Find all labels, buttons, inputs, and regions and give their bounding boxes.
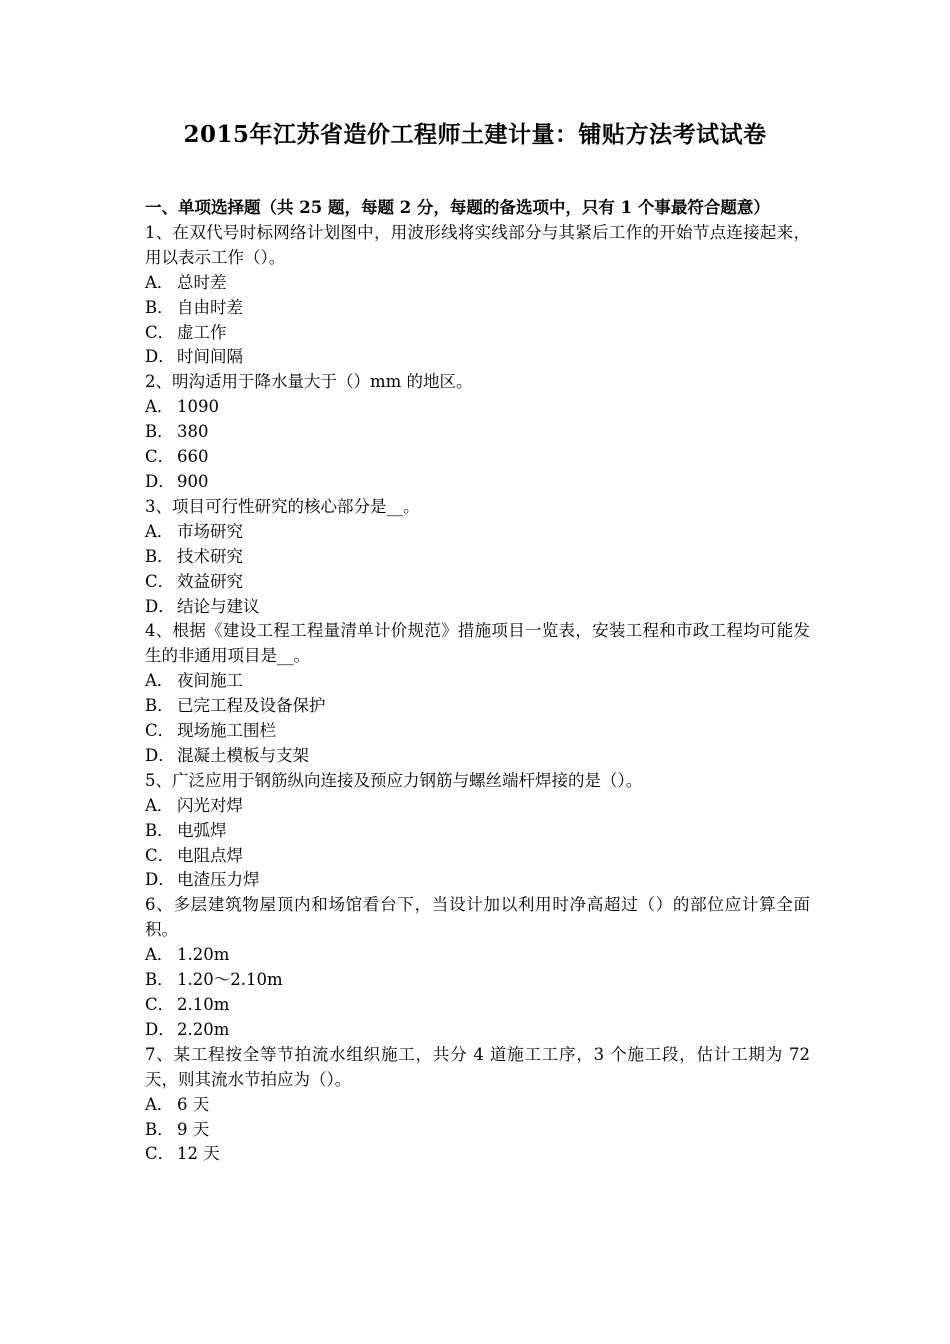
option-letter: D．: [145, 596, 175, 616]
option-text: 闪光对焊: [177, 795, 243, 815]
question-text: 3、项目可行性研究的核心部分是__。: [145, 496, 420, 516]
option-text: 380: [177, 422, 209, 442]
option-letter: A．: [145, 1094, 174, 1114]
answer-option: [145, 694, 810, 719]
option-letter: C．: [145, 995, 175, 1014]
option-letter: C．: [145, 322, 175, 342]
option-text: 1.20m: [177, 945, 230, 965]
option-letter: C．: [145, 721, 175, 741]
option-text: 电渣压力焊: [177, 870, 260, 890]
question-text: 7、某工程按全等节拍流水组织施工，共分 4 道施工工序，3 个施工段，估计工期为 72 天，则其流水节拍应为（）。: [145, 1044, 810, 1089]
question-text: 6、多层建筑物屋顶内和场馆看台下，当设计加以利用时净高超过（）的部位应计算全面积。: [145, 895, 810, 940]
option-letter: D．: [145, 870, 175, 890]
answer-option: [145, 819, 810, 844]
answer-option: [145, 1093, 810, 1118]
option-letter: B．: [145, 696, 174, 716]
answer-option: [145, 993, 810, 1018]
question-text: 1、在双代号时标网络计划图中，用波形线将实线部分与其紧后工作的开始节点连接起来，用以表示工作（）。: [145, 222, 810, 267]
option-text: 6 天: [177, 1094, 210, 1114]
option-letter: A．: [145, 671, 174, 691]
option-letter: C．: [145, 571, 175, 591]
option-letter: D．: [145, 745, 175, 765]
answer-option: [145, 844, 810, 869]
option-text: 9 天: [177, 1119, 210, 1139]
option-text: 660: [177, 447, 209, 467]
option-letter: B．: [145, 970, 174, 990]
option-text: 1.20～2.10m: [177, 970, 283, 990]
option-letter: A．: [145, 521, 174, 541]
question-list: [145, 221, 810, 1167]
option-text: 时间间隔: [177, 347, 243, 367]
question-text: 2、明沟适用于降水量大于（）mm 的地区。: [145, 372, 473, 392]
question-text: 5、广泛应用于钢筋纵向连接及预应力钢筋与螺丝端杆焊接的是（）。: [145, 770, 643, 790]
option-text: 总时差: [177, 272, 227, 292]
answer-option: [145, 744, 810, 769]
option-text: 电阻点焊: [177, 845, 243, 865]
option-text: 效益研究: [177, 571, 243, 591]
answer-option: [145, 345, 810, 370]
question-text: 4、根据《建设工程工程量清单计价规范》措施项目一览表，安装工程和市政工程均可能发生的非通用项目是__。: [145, 621, 810, 666]
answer-option: [145, 669, 810, 694]
document-body: [145, 196, 810, 1167]
answer-option: [145, 321, 810, 346]
option-letter: A．: [145, 272, 174, 292]
document-title: 2015年江苏省造价工程师土建计量：铺贴方法考试试卷: [183, 121, 767, 148]
answer-option: [145, 868, 810, 893]
section-heading: 一、单项选择题（共 25 题，每题 2 分，每题的备选项中，只有 1 个事最符合题意）: [145, 198, 770, 217]
option-letter: B．: [145, 422, 174, 442]
answer-option: [145, 445, 810, 470]
option-letter: A．: [145, 945, 174, 965]
answer-option: [145, 1142, 810, 1167]
option-text: 2.10m: [177, 995, 230, 1014]
option-letter: B．: [145, 297, 174, 317]
answer-option: [145, 470, 810, 495]
answer-option: [145, 570, 810, 595]
option-text: 电弧焊: [177, 820, 227, 840]
option-text: 2.20m: [177, 1019, 230, 1039]
answer-option: [145, 296, 810, 321]
answer-option: [145, 595, 810, 620]
option-text: 市场研究: [177, 521, 243, 541]
answer-option: [145, 395, 810, 420]
answer-option: [145, 545, 810, 570]
option-letter: D．: [145, 347, 175, 367]
option-letter: D．: [145, 1019, 175, 1039]
answer-option: [145, 271, 810, 296]
option-text: 现场施工围栏: [177, 721, 276, 741]
option-text: 技术研究: [177, 546, 243, 566]
option-text: 12 天: [177, 1144, 220, 1164]
answer-option: [145, 968, 810, 993]
option-letter: B．: [145, 1119, 174, 1139]
option-text: 结论与建议: [177, 596, 260, 616]
answer-option: [145, 1018, 810, 1043]
option-letter: C．: [145, 447, 175, 467]
answer-option: [145, 420, 810, 445]
option-letter: C．: [145, 845, 175, 865]
answer-option: [145, 943, 810, 968]
option-text: 已完工程及设备保护: [177, 696, 326, 716]
answer-option: [145, 1118, 810, 1143]
option-letter: A．: [145, 397, 174, 417]
option-letter: D．: [145, 471, 175, 491]
option-letter: B．: [145, 820, 174, 840]
option-text: 夜间施工: [177, 671, 243, 691]
option-text: 虚工作: [177, 322, 227, 342]
option-letter: A．: [145, 795, 174, 815]
option-text: 自由时差: [177, 297, 243, 317]
option-text: 900: [177, 471, 209, 491]
option-text: 1090: [177, 397, 219, 417]
option-letter: C．: [145, 1144, 175, 1164]
answer-option: [145, 794, 810, 819]
option-text: 混凝土模板与支架: [177, 745, 309, 765]
answer-option: [145, 719, 810, 744]
option-letter: B．: [145, 546, 174, 566]
answer-option: [145, 520, 810, 545]
